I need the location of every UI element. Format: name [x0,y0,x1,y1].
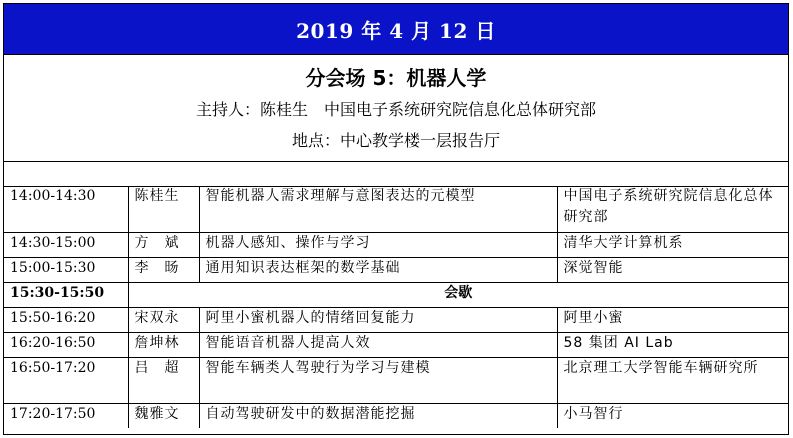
org-cell: 中国电子系统研究院信息化总体研究部 [557,186,788,232]
spacer-row [4,161,788,187]
table-row [4,257,788,282]
time-cell: 15:50-16:20 [4,307,128,332]
speaker-cell: 魏雅文 [128,403,199,428]
org-cell: 58 集团 AI Lab [557,332,788,357]
topic-cell: 智能车辆类人驾驶行为学习与建模 [199,357,557,403]
table-row [4,403,788,428]
org-cell: 清华大学计算机系 [557,232,788,257]
speaker-cell: 宋双永 [128,307,199,332]
speaker-cell: 陈桂生 [128,186,199,232]
topic-cell: 智能机器人需求理解与意图表达的元模型 [199,186,557,232]
schedule-sheet [3,3,789,435]
date-text: 2019 年 4 月 12 日 [296,18,496,43]
table-row [4,186,788,232]
time-cell: 17:20-17:50 [4,403,128,428]
speaker-cell: 李 旸 [128,257,199,282]
speaker-cell: 吕 超 [128,357,199,403]
table-row [4,332,788,357]
topic-cell: 自动驾驶研发中的数据潜能挖掘 [199,403,557,428]
time-cell: 14:00-14:30 [4,186,128,232]
speaker-cell: 詹坤林 [128,332,199,357]
time-cell: 16:50-17:20 [4,357,128,403]
table-row [4,232,788,257]
table-row-break [4,282,788,307]
session-venue: 地点：中心教学楼一层报告厅 [291,131,500,150]
topic-cell: 通用知识表达框架的数学基础 [199,257,557,282]
org-cell: 深觉智能 [557,257,788,282]
time-cell: 15:00-15:30 [4,257,128,282]
time-cell: 15:30-15:50 [4,282,128,307]
break-label: 会歇 [128,282,788,307]
schedule-table [4,186,788,428]
session-info [4,55,788,161]
table-row [4,357,788,403]
table-row [4,307,788,332]
topic-cell: 阿里小蜜机器人的情绪回复能力 [199,307,557,332]
speaker-cell: 方 斌 [128,232,199,257]
time-cell: 14:30-15:00 [4,232,128,257]
org-cell: 北京理工大学智能车辆研究所 [557,357,788,403]
topic-cell: 智能语音机器人提高人效 [199,332,557,357]
time-cell: 16:20-16:50 [4,332,128,357]
org-cell: 阿里小蜜 [557,307,788,332]
date-header [4,4,788,55]
topic-cell: 机器人感知、操作与学习 [199,232,557,257]
org-cell: 小马智行 [557,403,788,428]
session-host: 主持人：陈桂生 中国电子系统研究院信息化总体研究部 [195,100,596,119]
session-title: 分会场 5：机器人学 [305,66,487,90]
